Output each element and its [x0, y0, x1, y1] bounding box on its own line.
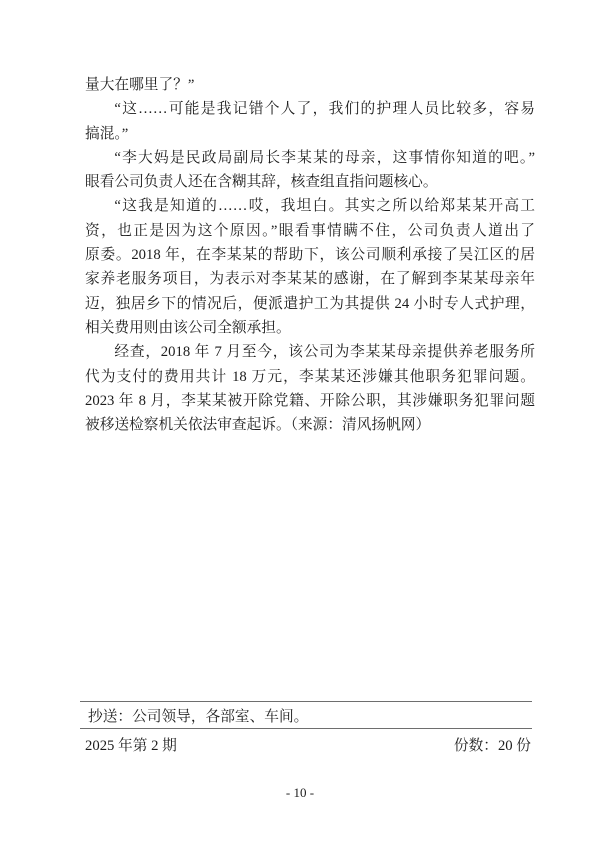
cc-label: 抄送：公司领导，各部室、车间。	[88, 708, 309, 725]
text-line: 迈，独居乡下的情况后，便派遣护工为其提供 24 小时专人式护理，	[85, 295, 535, 312]
text-line: 原委。2018 年，在李某某的帮助下，该公司顺利承接了吴江区的居	[85, 247, 535, 264]
text-line: “李大妈是民政局副局长李某某的母亲，这事情你知道的吧。”	[114, 149, 535, 166]
text-line: “这……可能是我记错个人了，我们的护理人员比较多，容易	[114, 101, 535, 118]
body-text	[85, 73, 535, 437]
copies-label: 份数：20 份	[453, 738, 531, 754]
text-line: 被移送检察机关依法审查起诉。（来源：清风扬帆网）	[85, 417, 431, 434]
text-line: 代为支付的费用共计 18 万元，李某某还涉嫌其他职务犯罪问题。	[85, 368, 535, 385]
text-line: 2023 年 8 月，李某某被开除党籍、开除公职，其涉嫌职务犯罪问题	[85, 392, 535, 409]
footer	[80, 701, 532, 755]
text-line: 经查，2018 年 7 月至今，该公司为李某某母亲提供养老服务所	[114, 344, 535, 361]
cc-line	[80, 701, 532, 729]
text-line: “这我是知道的……哎，我坦白。其实之所以给郑某某开高工	[114, 198, 535, 215]
issue-line	[80, 729, 532, 755]
text-line: 相关费用则由该公司全额承担。	[85, 319, 291, 336]
text-line: 家养老服务项目，为表示对李某某的感谢，在了解到李某某母亲年	[85, 271, 535, 288]
page-number: - 10 -	[285, 785, 315, 800]
text-line: 资，也正是因为这个原因。”眼看事情瞒不住，公司负责人道出了	[85, 222, 535, 239]
text-line: 搞混。”	[85, 125, 129, 142]
text-line: 眼看公司负责人还在含糊其辞，核查组直指问题核心。	[85, 174, 438, 191]
issue-label: 2025 年第 2 期	[85, 738, 177, 754]
text-line: 量大在哪里了？”	[85, 77, 195, 93]
